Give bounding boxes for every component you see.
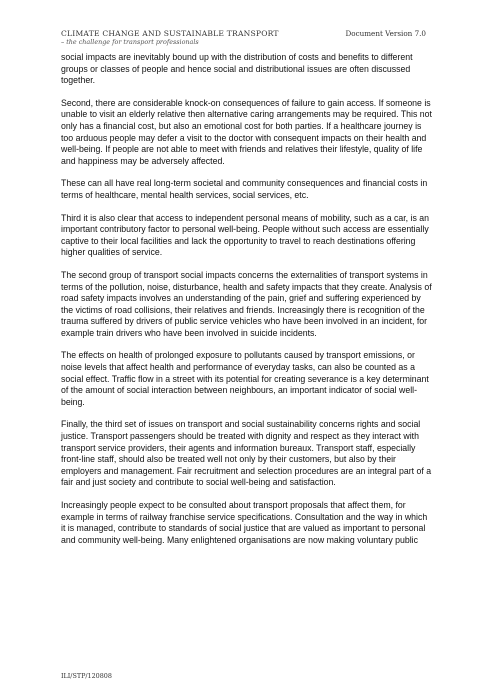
- paragraph: Second, there are considerable knock-on consequences of failure to gain access. If someone is unable to visit an elderly relative then alternative caring arrangements may be required. This not only has a financial cost, but also an emotional cost for both parties. If a healthcare journey is too arduous people may defer a visit to the doctor with consequent impacts on their health and well-being. If people are not able to meet with friends and relatives their lifestyle, quality of life and happiness may be adversely affected.: [61, 97, 432, 166]
- paragraph: Increasingly people expect to be consulted about transport proposals that affect them, for example in terms of railway franchise service specifications. Consultation and the way in which it is managed, contribute to standards of social justice that are valued as important to personal and community well-being. Many enlightened organisations are now making voluntary public: [61, 500, 428, 545]
- header-title: CLIMATE CHANGE AND SUSTAINABLE TRANSPORT: [61, 29, 279, 38]
- paragraph: Finally, the third set of issues on transport and social sustainability concerns rights and social justice. Transport passengers should be treated with dignity and respect as they interact with transport service providers, their agents and information bureaux. Transport staff, especially front-line staff, should also be treated well not only by their customers, but also by their employers and management. Fair recruitment and selection procedures are an integral part of a fair and just society and contribute to social well-being and satisfaction.: [61, 419, 432, 488]
- running-header: [61, 29, 279, 46]
- paragraph: The effects on health of prolonged exposure to pollutants caused by transport emissions, or noise levels that affect health and performance of everyday tasks, can also be counted as a social effect. Traffic flow in a street with its potential for creating severance is a key determinant of the amount of social interaction between neighbours, an important indicator of social well-being.: [61, 350, 429, 407]
- paragraph: These can all have real long-term societal and community consequences and financial costs in terms of healthcare, mental health services, social services, etc.: [61, 178, 428, 200]
- paragraph: The second group of transport social impacts concerns the externalities of transport systems in terms of the pollution, noise, disturbance, health and safety impacts that they create. Analysis of road safety impacts involves an understanding of the pain, grief and suffering experienced by the victims of road collisions, their relatives and friends. Increasingly there is recognition of the trauma suffered by drivers of public service vehicles who have been involved in an incident, for example train drivers who have been involved in suicide incidents.: [61, 269, 432, 338]
- page-footer: ILI/STP/120808: [61, 672, 112, 680]
- document-version: Document Version 7.0: [345, 29, 426, 38]
- body-text: [61, 52, 433, 557]
- header-subtitle: – the challenge for transport professionals: [61, 38, 199, 46]
- paragraph: Third it is also clear that access to independent personal means of mobility, such as a car, is an important contributory factor to personal well-being. People without such access are essentially captive to their local facilities and lack the opportunity to travel to reach destinations offering higher qualities of service.: [61, 212, 430, 258]
- paragraph: social impacts are inevitably bound up with the distribution of costs and benefits to different groups or classes of people and hence social and distributional issues are often discussed together.: [61, 52, 413, 86]
